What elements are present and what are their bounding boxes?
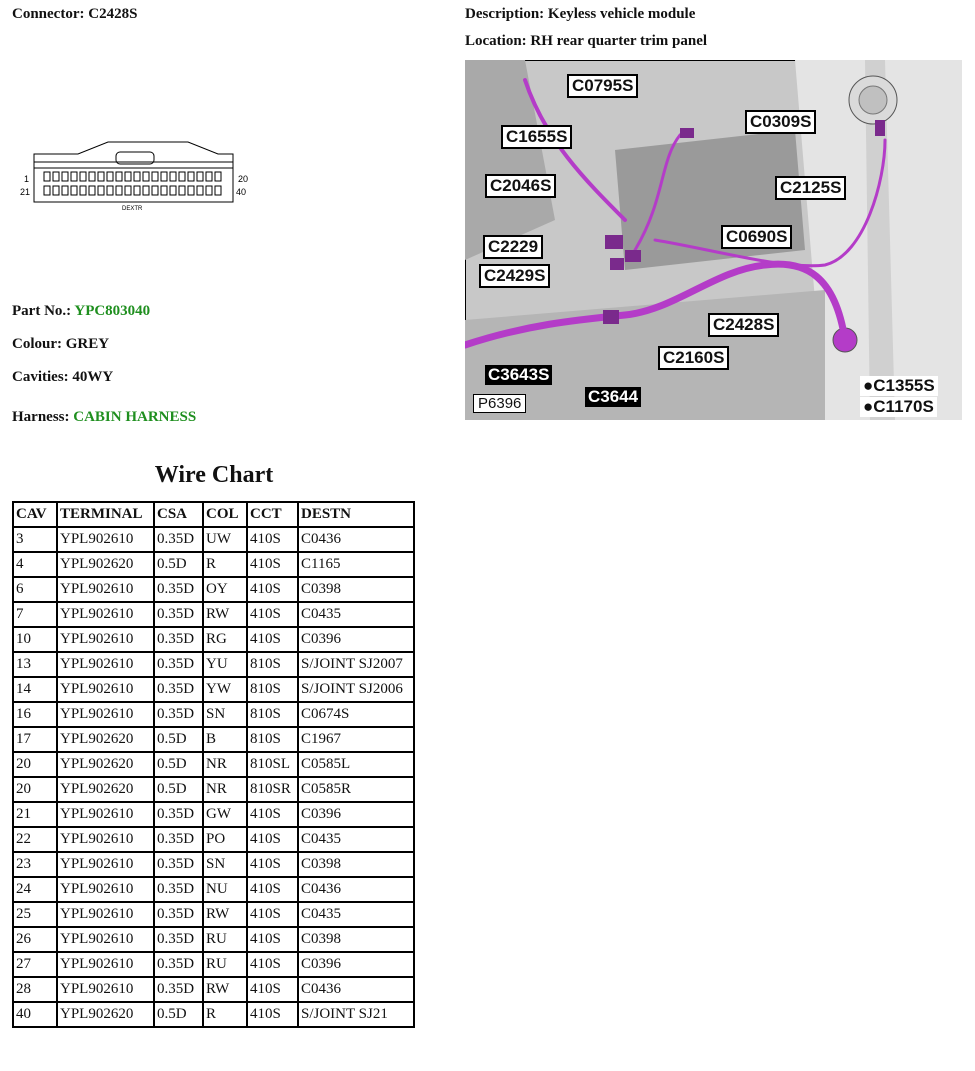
pin-cavity	[188, 186, 194, 195]
callout-c2046s: C2046S	[485, 174, 556, 198]
table-row	[14, 753, 413, 776]
cell-destn: S/JOINT SJ2006	[299, 678, 413, 701]
cell-destn: C0398	[299, 853, 413, 876]
cell-cct: 410S	[248, 853, 297, 876]
cell-cav: 20	[14, 753, 56, 776]
cell-cct: 410S	[248, 553, 297, 576]
cell-destn: C1967	[299, 728, 413, 751]
pin-label-40: 40	[236, 187, 247, 197]
cell-cct: 810S	[248, 703, 297, 726]
header-col: COL	[204, 503, 246, 526]
location-photo	[465, 60, 962, 420]
callout-c1170s	[860, 397, 937, 417]
cell-cav: 17	[14, 728, 56, 751]
callout-c1355s	[860, 376, 938, 396]
colour-label: Colour:	[12, 336, 62, 352]
pin-cavity	[143, 172, 149, 181]
harness-label: Harness:	[12, 409, 70, 425]
pin-cavity	[125, 172, 131, 181]
pin-cavity	[89, 186, 95, 195]
cell-cav: 27	[14, 953, 56, 976]
cell-csa: 0.35D	[155, 903, 202, 926]
cell-destn: C0436	[299, 878, 413, 901]
pin-cavity	[188, 172, 194, 181]
cell-col: GW	[204, 803, 246, 826]
table-row	[14, 728, 413, 751]
callout-c3643s: C3643S	[485, 365, 552, 385]
cell-csa: 0.5D	[155, 753, 202, 776]
cell-csa: 0.35D	[155, 878, 202, 901]
cell-destn: C0396	[299, 953, 413, 976]
cell-terminal: YPL902610	[58, 703, 153, 726]
cell-cav: 25	[14, 903, 56, 926]
cell-col: RU	[204, 953, 246, 976]
header-csa: CSA	[155, 503, 202, 526]
pin-cavity	[152, 186, 158, 195]
cell-cav: 21	[14, 803, 56, 826]
location-value: RH rear quarter trim panel	[530, 33, 708, 49]
cell-col: UW	[204, 528, 246, 551]
cell-cav: 3	[14, 528, 56, 551]
cell-csa: 0.35D	[155, 978, 202, 1001]
callout-c0795s: C0795S	[567, 74, 638, 98]
callout-c2428s: C2428S	[708, 313, 779, 337]
cell-terminal: YPL902610	[58, 653, 153, 676]
cell-col: RG	[204, 628, 246, 651]
pin-cavity	[215, 172, 221, 181]
callout-c1170s-text: C1170S	[873, 397, 934, 416]
cell-csa: 0.35D	[155, 803, 202, 826]
cell-destn: C0435	[299, 903, 413, 926]
pin-cavity	[170, 186, 176, 195]
location-field	[465, 33, 707, 50]
table-row	[14, 853, 413, 876]
cell-destn: C1165	[299, 553, 413, 576]
cell-col: B	[204, 728, 246, 751]
cell-destn: C0396	[299, 803, 413, 826]
cell-col: RU	[204, 928, 246, 951]
callout-c1655s: C1655S	[501, 125, 572, 149]
colour-field	[12, 336, 109, 353]
table-row	[14, 803, 413, 826]
table-row	[14, 828, 413, 851]
cell-cct: 810S	[248, 653, 297, 676]
cell-csa: 0.5D	[155, 553, 202, 576]
table-row	[14, 653, 413, 676]
callout-c2160s: C2160S	[658, 346, 729, 370]
pin-cavity	[44, 186, 50, 195]
cell-csa: 0.35D	[155, 828, 202, 851]
cell-csa: 0.35D	[155, 853, 202, 876]
callout-c1355s-text: C1355S	[873, 376, 935, 395]
pin-cavity	[161, 172, 167, 181]
pin-label-20: 20	[238, 174, 249, 184]
table-header-row	[14, 503, 413, 526]
cell-cct: 410S	[248, 578, 297, 601]
cavities-field	[12, 369, 113, 386]
cell-col: YU	[204, 653, 246, 676]
cell-csa: 0.5D	[155, 1003, 202, 1026]
pin-cavity	[206, 186, 212, 195]
table-row	[14, 903, 413, 926]
cell-terminal: YPL902610	[58, 978, 153, 1001]
connector-face-svg	[18, 138, 258, 218]
pin-cavity	[98, 186, 104, 195]
table-row	[14, 528, 413, 551]
cell-col: YW	[204, 678, 246, 701]
cell-cav: 14	[14, 678, 56, 701]
cell-cct: 810SL	[248, 753, 297, 776]
callout-c3644: C3644	[585, 387, 641, 407]
callout-c2429s: C2429S	[479, 264, 550, 288]
pin-cavity	[170, 172, 176, 181]
pin-cavity	[80, 186, 86, 195]
cell-destn: C0396	[299, 628, 413, 651]
cell-csa: 0.5D	[155, 728, 202, 751]
pin-cavity	[80, 172, 86, 181]
table-row	[14, 553, 413, 576]
cell-terminal: YPL902610	[58, 853, 153, 876]
header-terminal: TERMINAL	[58, 503, 153, 526]
cell-destn: C0585L	[299, 753, 413, 776]
cell-cct: 410S	[248, 803, 297, 826]
table-row	[14, 953, 413, 976]
cell-col: SN	[204, 703, 246, 726]
cell-cct: 410S	[248, 903, 297, 926]
cell-cct: 410S	[248, 1003, 297, 1026]
pin-cavity	[179, 172, 185, 181]
callout-c2125s: C2125S	[775, 176, 846, 200]
wire-chart-title: Wire Chart	[154, 462, 274, 488]
cell-destn: C0435	[299, 828, 413, 851]
cavities-label: Cavities:	[12, 369, 69, 385]
cell-destn: C0674S	[299, 703, 413, 726]
cell-cct: 810S	[248, 728, 297, 751]
pin-cavity	[152, 172, 158, 181]
header-cav: CAV	[14, 503, 56, 526]
pin-cavity	[71, 172, 77, 181]
pin-cavity	[89, 172, 95, 181]
pin-cavity	[179, 186, 185, 195]
cell-terminal: YPL902610	[58, 928, 153, 951]
cell-cav: 7	[14, 603, 56, 626]
pin-cavity	[197, 186, 203, 195]
cell-terminal: YPL902610	[58, 803, 153, 826]
cell-cav: 10	[14, 628, 56, 651]
table-row	[14, 978, 413, 1001]
pin-label-1: 1	[24, 174, 30, 184]
bullet-icon: ●	[863, 376, 874, 395]
pin-cavity	[161, 186, 167, 195]
bullet-icon: ●	[863, 397, 874, 416]
cell-destn: C0398	[299, 578, 413, 601]
pin-cavity	[206, 172, 212, 181]
table-row	[14, 603, 413, 626]
cell-csa: 0.35D	[155, 703, 202, 726]
cell-terminal: YPL902610	[58, 878, 153, 901]
cell-terminal: YPL902610	[58, 903, 153, 926]
cell-terminal: YPL902610	[58, 828, 153, 851]
connector-field	[12, 6, 137, 23]
cell-terminal: YPL902610	[58, 603, 153, 626]
connector-value: C2428S	[88, 6, 138, 22]
cell-cct: 410S	[248, 628, 297, 651]
table-row	[14, 628, 413, 651]
header-destn: DESTN	[299, 503, 413, 526]
cell-csa: 0.35D	[155, 653, 202, 676]
description-value: Keyless vehicle module	[547, 6, 696, 22]
pin-cavity	[134, 186, 140, 195]
cell-cct: 810SR	[248, 778, 297, 801]
cell-terminal: YPL902610	[58, 678, 153, 701]
cell-terminal: YPL902610	[58, 628, 153, 651]
harness-value: CABIN HARNESS	[73, 409, 197, 425]
cell-col: RW	[204, 603, 246, 626]
part-no-value: YPC803040	[74, 303, 151, 319]
cell-cct: 410S	[248, 878, 297, 901]
cell-destn: C0435	[299, 603, 413, 626]
cell-terminal: YPL902620	[58, 753, 153, 776]
cell-cct: 410S	[248, 928, 297, 951]
cell-terminal: YPL902610	[58, 953, 153, 976]
harness-field	[12, 409, 196, 426]
table-row	[14, 678, 413, 701]
cell-csa: 0.35D	[155, 928, 202, 951]
location-label: Location:	[465, 33, 527, 49]
pin-cavity	[62, 186, 68, 195]
cell-col: R	[204, 1003, 246, 1026]
pin-cavity	[125, 186, 131, 195]
cell-csa: 0.35D	[155, 603, 202, 626]
cell-destn: S/JOINT SJ2007	[299, 653, 413, 676]
cell-cct: 410S	[248, 603, 297, 626]
cell-col: NR	[204, 778, 246, 801]
cell-col: RW	[204, 978, 246, 1001]
part-no-field	[12, 303, 150, 320]
callout-c2229: C2229	[483, 235, 543, 259]
table-row	[14, 928, 413, 951]
cell-terminal: YPL902620	[58, 728, 153, 751]
connector-label: Connector:	[12, 6, 85, 22]
cell-csa: 0.5D	[155, 778, 202, 801]
cell-cav: 22	[14, 828, 56, 851]
cell-cav: 20	[14, 778, 56, 801]
cell-terminal: YPL902610	[58, 578, 153, 601]
cell-cav: 26	[14, 928, 56, 951]
cell-col: RW	[204, 903, 246, 926]
cell-col: SN	[204, 853, 246, 876]
pin-cavity	[215, 186, 221, 195]
pin-cavity	[44, 172, 50, 181]
cell-cav: 28	[14, 978, 56, 1001]
wire-chart-table	[12, 501, 415, 1028]
pin-cavity	[71, 186, 77, 195]
header-cct: CCT	[248, 503, 297, 526]
pin-cavity	[98, 172, 104, 181]
cell-cav: 24	[14, 878, 56, 901]
cell-col: PO	[204, 828, 246, 851]
pin-cavity	[107, 172, 113, 181]
table-row	[14, 578, 413, 601]
cell-csa: 0.35D	[155, 628, 202, 651]
cell-destn: C0436	[299, 978, 413, 1001]
cell-cav: 16	[14, 703, 56, 726]
pin-cavity	[107, 186, 113, 195]
cell-cav: 40	[14, 1003, 56, 1026]
part-no-label: Part No.:	[12, 303, 72, 319]
colour-value: GREY	[65, 336, 110, 352]
cell-cav: 23	[14, 853, 56, 876]
cell-terminal: YPL902620	[58, 778, 153, 801]
cell-csa: 0.35D	[155, 528, 202, 551]
cell-destn: S/JOINT SJ21	[299, 1003, 413, 1026]
cell-cct: 410S	[248, 528, 297, 551]
callout-c0690s: C0690S	[721, 225, 792, 249]
connector-code: DEXTR	[122, 206, 143, 212]
cell-csa: 0.35D	[155, 578, 202, 601]
pin-cavity	[62, 172, 68, 181]
table-row	[14, 1003, 413, 1026]
pin-label-21: 21	[20, 187, 31, 197]
cell-cct: 410S	[248, 953, 297, 976]
cell-cav: 13	[14, 653, 56, 676]
cell-col: OY	[204, 578, 246, 601]
cell-col: NR	[204, 753, 246, 776]
cell-destn: C0585R	[299, 778, 413, 801]
description-field	[465, 6, 695, 23]
table-row	[14, 778, 413, 801]
pin-cavity	[116, 172, 122, 181]
cell-cav: 6	[14, 578, 56, 601]
cell-destn: C0398	[299, 928, 413, 951]
connector-face-diagram	[18, 138, 258, 218]
description-label: Description:	[465, 6, 545, 22]
cell-terminal: YPL902620	[58, 553, 153, 576]
callout-c0309s: C0309S	[745, 110, 816, 134]
cell-cct: 410S	[248, 978, 297, 1001]
cavities-value: 40WY	[72, 369, 114, 385]
pin-cavity	[53, 186, 59, 195]
cell-terminal: YPL902620	[58, 1003, 153, 1026]
cell-csa: 0.35D	[155, 678, 202, 701]
pin-cavity	[134, 172, 140, 181]
photo-ref: P6396	[473, 394, 526, 413]
cell-cct: 410S	[248, 828, 297, 851]
pin-cavity	[116, 186, 122, 195]
cell-terminal: YPL902610	[58, 528, 153, 551]
cell-col: R	[204, 553, 246, 576]
table-row	[14, 878, 413, 901]
cell-col: NU	[204, 878, 246, 901]
cell-csa: 0.35D	[155, 953, 202, 976]
cell-cct: 810S	[248, 678, 297, 701]
table-row	[14, 703, 413, 726]
cell-cav: 4	[14, 553, 56, 576]
pin-cavity	[143, 186, 149, 195]
pin-cavity	[197, 172, 203, 181]
cell-destn: C0436	[299, 528, 413, 551]
pin-cavity	[53, 172, 59, 181]
